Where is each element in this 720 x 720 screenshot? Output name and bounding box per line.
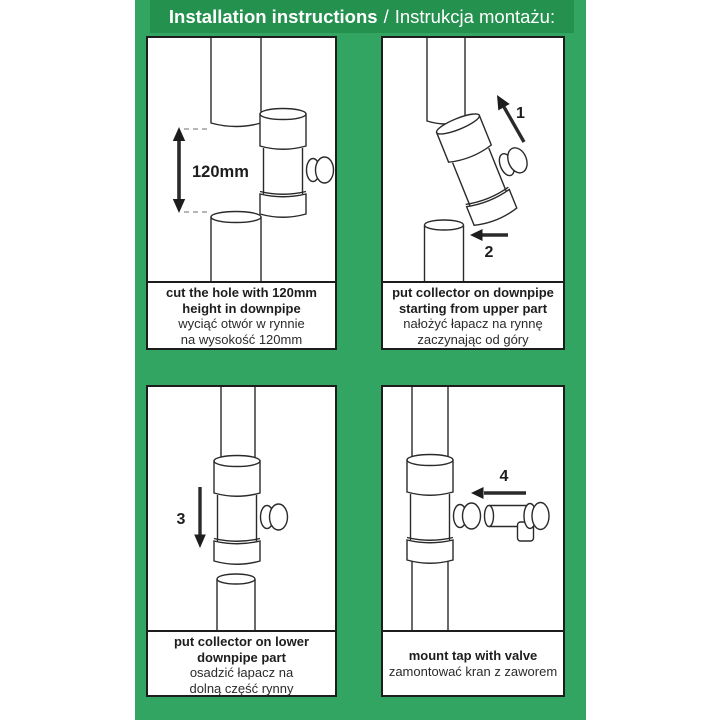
caption-pl-line: zamontować kran z zaworem xyxy=(388,663,558,679)
caption-step-4 xyxy=(383,630,563,695)
header-title-english: Installation instructions xyxy=(168,5,378,27)
instruction-panel-step-1 xyxy=(146,36,337,350)
down-arrow-icon xyxy=(194,487,206,548)
caption-en-line: put collector on downpipe xyxy=(392,285,554,300)
upper-downpipe xyxy=(427,38,465,124)
tap-with-valve xyxy=(485,503,550,542)
dimension-label: 120mm xyxy=(192,163,249,181)
step-number-3: 3 xyxy=(176,511,186,528)
tap-mount-drawing xyxy=(383,387,563,630)
left-arrow-icon xyxy=(470,229,508,241)
step-number-4: 4 xyxy=(499,468,509,485)
step-number-1: 1 xyxy=(516,105,525,122)
caption-en-line: put collector on lower xyxy=(173,634,310,649)
caption-en-line: height in downpipe xyxy=(182,300,301,316)
caption-step-3 xyxy=(148,630,335,698)
caption-step-2 xyxy=(383,281,563,349)
caption-step-1 xyxy=(148,281,335,349)
caption-en-line: cut the hole with 120mm xyxy=(166,285,317,300)
instruction-panel-step-4 xyxy=(381,385,565,697)
caption-en-line: starting from upper part xyxy=(398,300,548,316)
header-band xyxy=(150,0,574,33)
lower-downpipe xyxy=(217,574,255,630)
illustration-step-3 xyxy=(148,387,335,630)
side-outlet xyxy=(261,504,288,530)
caption-pl-line: osadzić łapacz na xyxy=(189,665,294,680)
lower-downpipe xyxy=(425,220,464,281)
collector-seat-drawing xyxy=(148,387,335,630)
side-outlet xyxy=(496,145,531,179)
caption-en-line: downpipe part xyxy=(197,649,286,665)
caption-pl-line: nałożyć łapacz na rynnę xyxy=(403,316,543,331)
caption-pl-line: dolną część rynny xyxy=(189,680,294,696)
left-arrow-icon xyxy=(471,487,526,499)
caption-pl-line: wyciąć otwór w rynnie xyxy=(178,316,305,331)
caption-en-line: mount tap with valve xyxy=(408,648,538,663)
illustration-step-1 xyxy=(148,38,335,281)
double-arrow-icon xyxy=(173,127,185,213)
caption-pl-line: zaczynając od góry xyxy=(417,331,529,347)
instruction-panel-step-2 xyxy=(381,36,565,350)
cut-hole-drawing xyxy=(148,38,335,281)
collector-part xyxy=(214,456,288,565)
illustration-step-2 xyxy=(383,38,563,281)
side-outlet xyxy=(307,157,334,183)
lower-downpipe xyxy=(211,212,261,282)
step-number-2: 2 xyxy=(484,244,494,261)
upper-downpipe xyxy=(211,38,261,127)
collector-tilt-drawing xyxy=(383,38,563,281)
collector-part xyxy=(407,455,481,564)
illustration-step-4 xyxy=(383,387,563,630)
header-title-polish: Instrukcja montażu: xyxy=(394,5,556,27)
collector-part xyxy=(260,109,334,218)
side-outlet xyxy=(454,503,481,529)
header-separator: / xyxy=(383,5,389,27)
instruction-panel-step-3 xyxy=(146,385,337,697)
caption-pl-line: na wysokość 120mm xyxy=(180,331,303,347)
